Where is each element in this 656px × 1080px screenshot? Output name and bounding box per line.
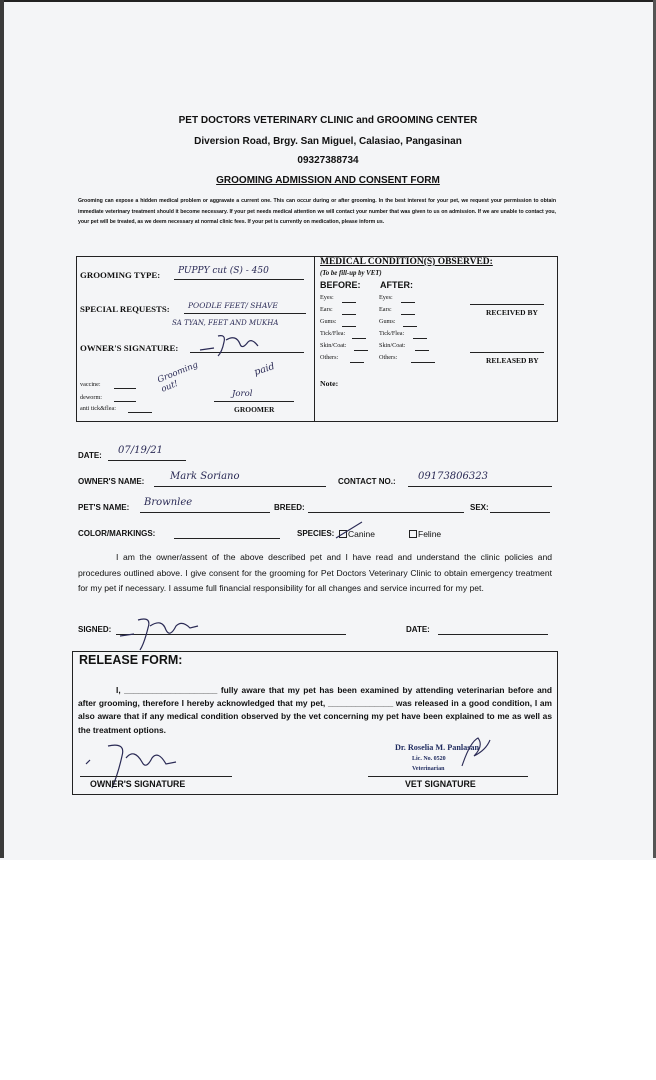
before-others-line [350,362,364,363]
before-others: Others: [320,354,339,361]
intro-text: Grooming can expose a hidden medical problem or aggravate a current one. This can occur during or after grooming. In the best interest for your pet, we request your permission to obtain immediate veterinary treatment should it become necessary. If your pet needs medical attention we will contact your number that was given to us on admission. If we are unable to contact you, your pet will be treated, as we deem necessary at normal clinic fees. If your pet is currently on medication, please inform us. [78,198,556,225]
date-label: DATE: [78,451,102,460]
after-skin-line [415,350,429,351]
release-form-title: RELEASE FORM: [79,653,183,667]
note-grooming-out: Grooming out! [156,360,200,395]
after-skin: Skin/Coat: [379,342,406,349]
grooming-type-value: PUPPY cut (S) - 450 [178,266,269,276]
before-gums: Gums: [320,318,337,325]
deworm-line [114,401,136,402]
note-paid: paid [252,361,277,378]
before-tick-line [352,338,366,339]
scan-edge-left [0,0,4,858]
before-skin: Skin/Coat: [320,342,347,349]
after-tick: Tick/Flea: [379,330,405,337]
special-requests-value-2: SA TYAN, FEET AND MUKHA [172,319,279,327]
after-gums: Gums: [379,318,396,325]
before-eyes-line [342,302,356,303]
vet-signature-line [368,776,528,777]
signed-date-line [438,634,548,635]
breed-label: BREED: [274,503,305,512]
after-label: AFTER: [380,280,413,290]
vet-stamp-role: Veterinarian [412,766,445,772]
color-markings-line [174,538,280,539]
after-others: Others: [379,354,398,361]
signed-date-label: DATE: [406,625,430,634]
before-label: BEFORE: [320,280,361,290]
color-markings-label: COLOR/MARKINGS: [78,529,156,538]
anti-tick-label: anti tick&flea: [80,405,116,412]
vaccine-label: vaccine: [80,381,101,388]
owner-release-signature-label: OWNER'S SIGNATURE [90,779,186,789]
pet-name-line [140,512,270,513]
contact-value: 09173806323 [418,471,488,482]
vet-signature-label: VET SIGNATURE [405,779,476,789]
before-skin-line [354,350,368,351]
owner-signature-scribble [196,330,266,360]
release-text: I, ____________________ fully aware that my pet has been examined by attending veterinarian before and after grooming, therefore I hereby acknowledged that my pet, ______________ was released in a good condition, I am also aware that if any medical condition observed by the vet concerning my pet have been explained to me as well as the treatment options. [78,685,552,735]
feline-checkbox[interactable] [409,530,417,538]
pet-name-label: PET'S NAME: [78,503,130,512]
special-requests-value-1: POODLE FEET/ SHAVE [188,301,278,310]
before-eyes: Eyes: [320,294,334,301]
clinic-address: Diversion Road, Brgy. San Miguel, Calasiao, Pangasinan [194,136,462,147]
medical-condition-subtitle: (To be fill-up by VET) [320,270,382,277]
before-tick: Tick/Flea: [320,330,346,337]
released-by-line [470,352,544,353]
after-others-line [411,362,435,363]
after-ears-line [401,314,415,315]
owner-signature-label: OWNER'S SIGNATURE: [80,343,179,353]
medical-condition-title: MEDICAL CONDITION(S) OBSERVED: [320,257,493,267]
after-tick-line [413,338,427,339]
vet-signature-scribble [456,732,496,772]
form-title: GROOMING ADMISSION AND CONSENT FORM [216,175,440,186]
signed-signature [118,614,208,654]
before-ears-line [342,314,356,315]
clinic-phone: 09327388734 [297,155,359,166]
signed-label: SIGNED: [78,625,112,634]
special-requests-line [184,313,306,314]
released-by-label: RELEASED BY [486,356,539,365]
owner-release-line [80,776,232,777]
groomer-name: Jorol [232,389,253,399]
vet-stamp-lic: Lic. No. 0520 [412,756,446,762]
special-requests-label: SPECIAL REQUESTS: [80,304,170,314]
contact-line [408,486,552,487]
after-eyes: Eyes: [379,294,393,301]
note-label: Note: [320,379,339,388]
date-value: 07/19/21 [118,445,163,456]
feline-label: Feline [418,529,442,539]
pet-name-value: Brownlee [144,497,193,508]
received-by-line [470,304,544,305]
clinic-name: PET DOCTORS VETERINARY CLINIC and GROOMING CENTER [178,115,478,126]
before-ears: Ears: [320,306,333,313]
grooming-type-label: GROOMING TYPE: [80,270,161,280]
after-gums-line [403,326,417,327]
date-line [108,460,186,461]
grooming-type-line [174,279,304,280]
after-eyes-line [401,302,415,303]
owner-name-label: OWNER'S NAME: [78,477,145,486]
sex-label: SEX: [470,503,489,512]
vet-stamp-name: Dr. Roselia M. Panlasan [395,743,480,752]
deworm-label: deworm: [80,394,102,401]
before-gums-line [342,326,356,327]
groomer-label: GROOMER [234,405,275,414]
anti-tick-line [128,412,152,413]
sex-line [490,512,550,513]
contact-label: CONTACT NO.: [338,477,396,486]
received-by-label: RECEIVED BY [486,308,538,317]
owner-name-value: Mark Soriano [170,471,240,482]
species-label: SPECIES: [297,529,335,538]
after-ears: Ears: [379,306,392,313]
breed-line [308,512,464,513]
canine-label: Canine [348,529,375,539]
owner-name-line [154,486,326,487]
consent-text: I am the owner/assent of the above described pet and I have read and understand the clinic policies and procedures outlined above. I give consent for the grooming for Pet Doctors Veterinary Clinic to obtain emergency treatment for my pet if necessary. I assume full financial responsibility for all changes and service incurred for my pet. [78,552,552,594]
vaccine-line [114,388,136,389]
groomer-line [214,401,294,402]
